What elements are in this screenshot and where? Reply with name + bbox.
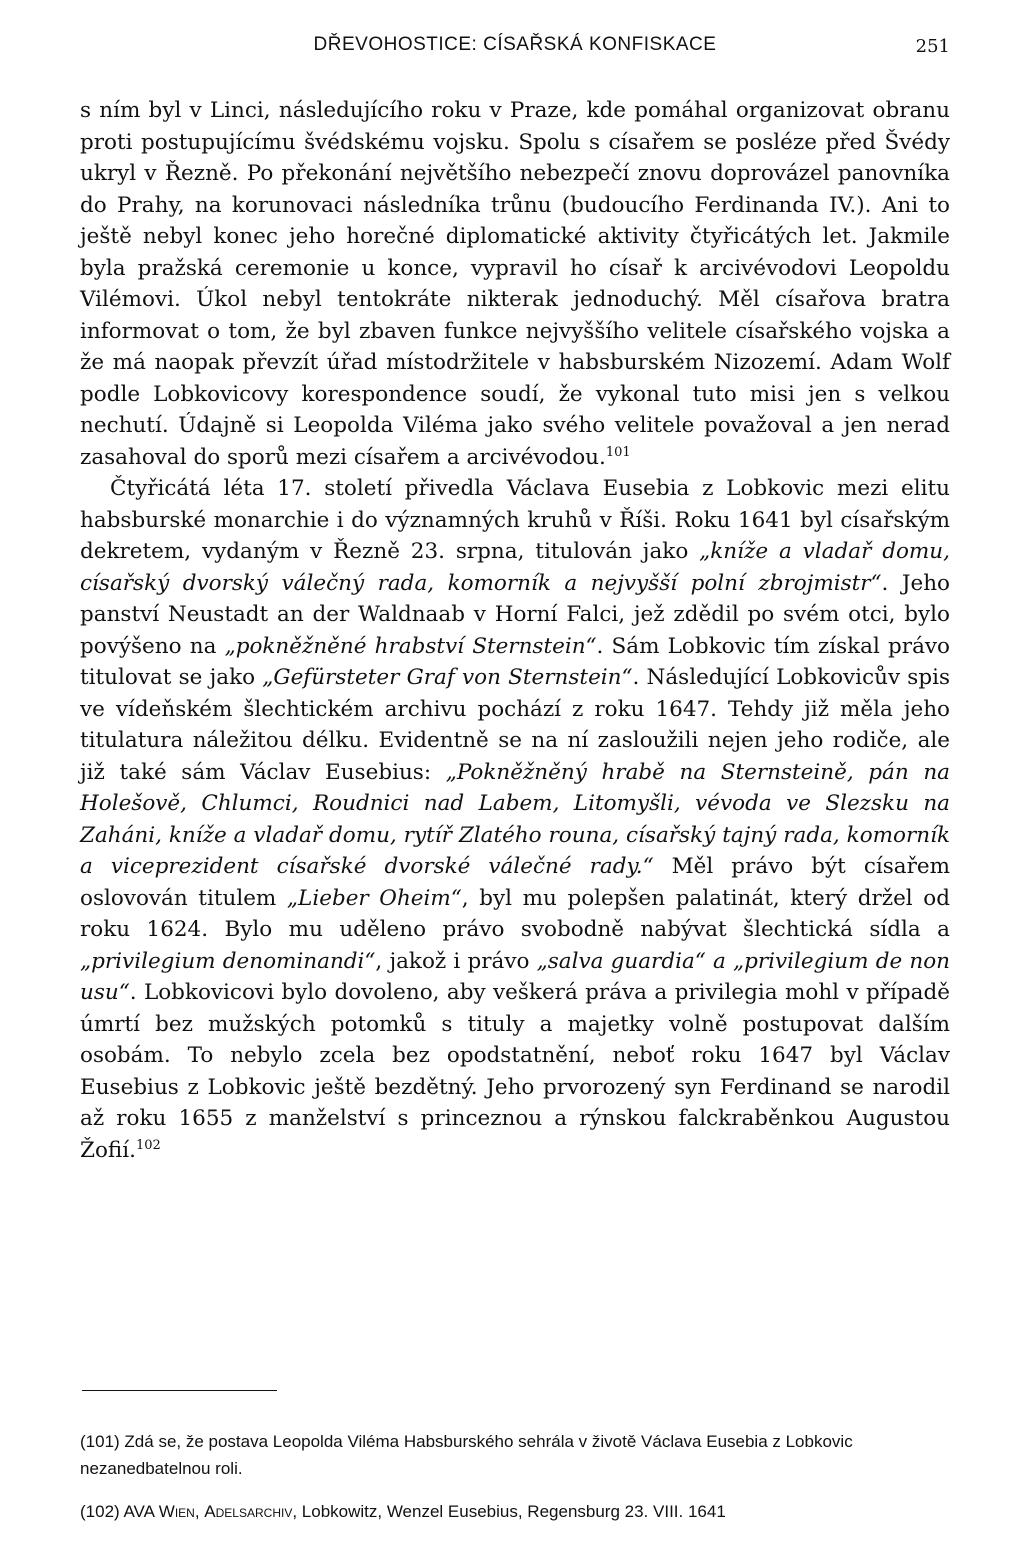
paragraph-2-text-7: , jakož i právo bbox=[375, 948, 537, 974]
paragraph-2-text-3: . Sám Lobkovic tím získal právo titulovat se jako bbox=[80, 633, 950, 690]
paragraph-2-text-5: Měl právo být císařem oslovován titulem bbox=[80, 854, 951, 911]
footnote-102-adelsarchiv: Adelsarchiv bbox=[204, 1502, 293, 1521]
footnote-101-text: Zdá se, že postava Leopolda Viléma Habsburského sehrála v životě Václava Eusebia z Lobkovic nezanedbatelnou roli. bbox=[80, 1432, 853, 1478]
title-quote-3: „Gefürsteter Graf von Sternstein“ bbox=[262, 665, 633, 690]
running-title: DŘEVOHOSTICE: CÍSAŘSKÁ KONFISKACE bbox=[313, 34, 717, 55]
paragraph-2-text-4: . Následující Lobkovicův spis ve vídeňském šlechtickém archivu pochází z roku 1647. Tehdy již měla jeho titulatura náležitou délku. Evidentně se na ní zasloužili nejen jeho rodiče, ale již také sám Václav Eusebius: bbox=[80, 665, 951, 785]
footnote-102-text: Lobkowitz, Wenzel Eusebius, Regensburg 23. VIII. 1641 bbox=[301, 1502, 726, 1521]
footnotes bbox=[80, 1428, 950, 1541]
title-quote-2: „pokněžněné hrabství Sternstein“ bbox=[224, 633, 597, 659]
paragraph-2-text-1: Čtyřicátá léta 17. století přivedla Václava Eusebia z Lobkovic mezi elitu habsburské monarchie i do významných kruhů v Říši. Roku 1641 byl císařským dekretem, vydaným v Řezně 23. srpna, titulován jako bbox=[80, 476, 950, 564]
footnote-ref-101: 101 bbox=[605, 444, 631, 460]
paragraph-1 bbox=[80, 95, 950, 473]
title-quote-4: „Pokněžněný hrabě na Sternsteině, pán na Holešově, Chlumci, Roudnici nad Labem, Litomyšli, vévoda ve Slezsku na Zaháni, kníže a vladař domu, rytíř Zlatého rouna, císařský tajný rada, komorník a viceprezident císařské dvorské válečné rady.“ bbox=[80, 759, 950, 879]
paragraph-2-text-8: . Lobkovicovi bylo dovoleno, aby veškerá práva a privilegia mohl v případě úmrtí bez mužských potomků s tituly a majetky volně postupovat dalším osobám. To nebylo zcela bez opodstatnění, neboť roku 1647 byl Václav Eusebius z Lobkovic ještě bezdětný. Jeho prvorozený syn Ferdinand se narodil až roku 1655 z manželství s princeznou a rýnskou falckraběnkou Augustou Žofií. bbox=[80, 980, 950, 1163]
main-text bbox=[80, 95, 950, 1166]
footnote-102-mark: (102) bbox=[80, 1502, 120, 1521]
footnote-102: (102) AVA Wien, Adelsarchiv, Lobkowitz, Wenzel Eusebius, Regensburg 23. VIII. 1641 bbox=[80, 1502, 726, 1521]
title-quote-6: „privilegium denominandi“ bbox=[80, 948, 376, 974]
footnote-101 bbox=[80, 1428, 950, 1482]
paragraph-2 bbox=[80, 473, 950, 1166]
title-quote-7: „salva guardia“ a „privilegium de non usu“ bbox=[80, 948, 951, 1005]
title-quote-1: „kníže a vladař domu, císařský dvorský válečný rada, komorník a nejvyšší polní zbrojmistr“ bbox=[80, 539, 950, 596]
title-quote-5: „Lieber Oheim“ bbox=[286, 885, 462, 911]
footnote-101-mark: (101) bbox=[80, 1432, 120, 1451]
footnote-separator bbox=[82, 1390, 277, 1391]
footnote-102-wien: Wien bbox=[158, 1502, 195, 1521]
paragraph-1-text: s ním byl v Linci, následujícího roku v Praze, kde pomáhal organizovat obranu proti postupujícímu švédskému vojsku. Spolu s císařem se posléze před Švédy ukryl v Řezně. Po překonání největšího nebezpečí znovu doprovázel panovníka do Prahy, na korunovaci následníka trůnu (budoucího Ferdinanda IV.). Ani to ještě nebyl konec jeho horečné diplomatické aktivity čtyřicátých let. Jakmile byla pražská ceremonie u konce, vypravil ho císař k arcivévodovi Leopoldu Vilémovi. Úkol nebyl tentokráte nikterak jednoduchý. Měl císařova bratra informovat o tom, že byl zbaven funkce nejvyššího velitele císařského vojska a že má naopak převzít úřad místodržitele v habsburském Nizozemí. Adam Wolf podle Lobkovicovy korespondence soudí, že vykonal tuto misi jen s velkou nechutí. Údajně si Leopolda Viléma jako svého velitele považoval a jen nerad zasahoval do sporů mezi císařem a arcivévodou. bbox=[80, 98, 950, 470]
footnote-102-ava: AVA bbox=[123, 1502, 155, 1521]
footnote-ref-102: 102 bbox=[135, 1137, 161, 1153]
page-number: 251 bbox=[915, 36, 950, 57]
running-head bbox=[80, 34, 950, 64]
paragraph-2-text-6: , byl mu polepšen palatinát, který držel od roku 1624. Bylo mu uděleno právo svobodně nabývat šlechtická sídla a bbox=[80, 885, 950, 942]
paragraph-2-text-2: . Jeho panství Neustadt an der Waldnaab v Horní Falci, jež zdědil po svém otci, bylo povýšeno na bbox=[80, 570, 950, 659]
